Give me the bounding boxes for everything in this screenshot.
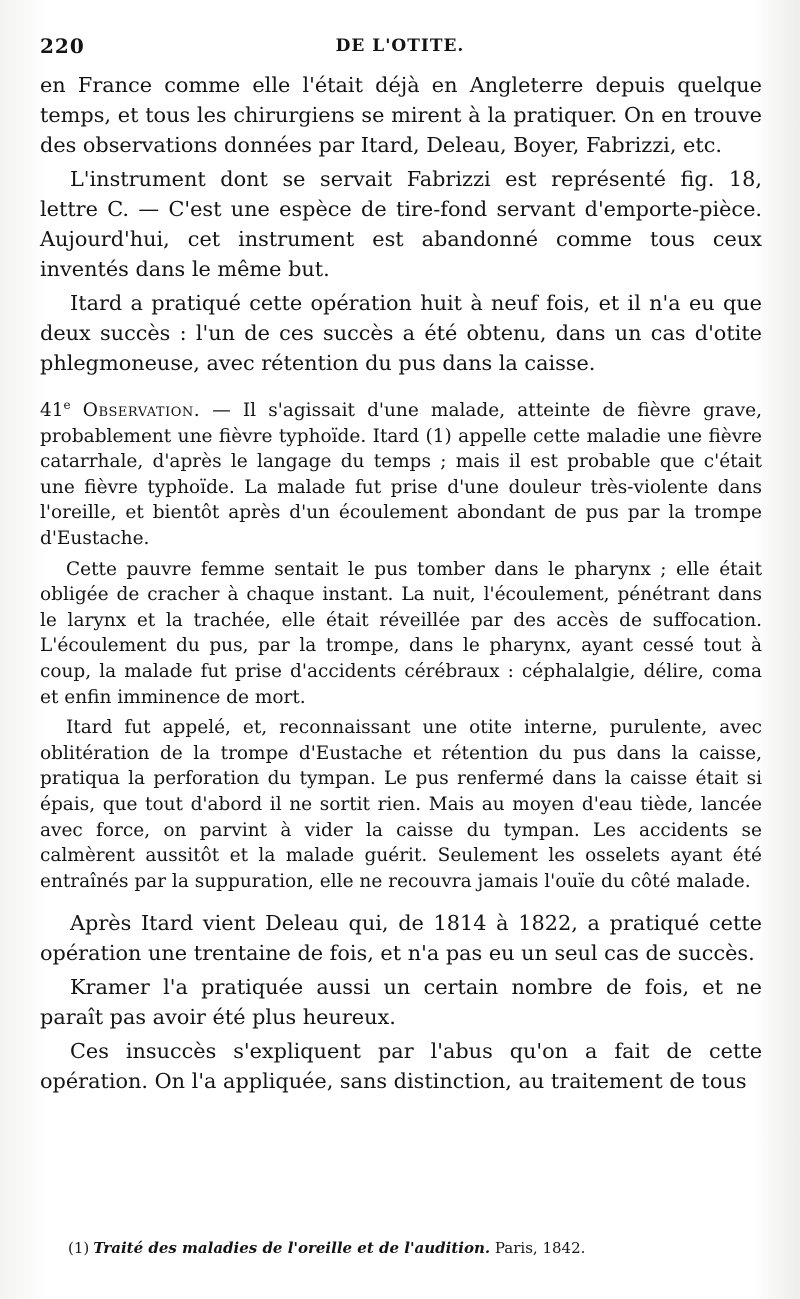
observation-number: 41e xyxy=(40,397,71,421)
observation-text: — Il s'agissait d'une malade, atteinte de fièvre grave, probablement une fièvre typhoïde. Itard (1) appelle cette maladie une fièvre catarrhale, d'après le langage du temps ; mais il est probable que c'était une fièvre typhoïde. La malade fut prise d'une douleur très-violente dans l'oreille, et bientôt après d'un écoulement abondant de pus par la trompe d'Eustache. xyxy=(40,400,762,549)
footnote-title: Traité des maladies de l'oreille et de l'audition. xyxy=(93,1239,491,1257)
paragraph: L'instrument dont se servait Fabrizzi est représenté fig. 18, lettre C. — C'est une espèce de tire-fond servant d'emporte-pièce. Aujourd'hui, cet instrument est abandonné comme tous ceux inventés dans le même but. xyxy=(40,167,762,281)
observation-block xyxy=(40,398,762,894)
page-number: 220 xyxy=(40,34,85,58)
running-title: DE L'OTITE. xyxy=(335,36,465,56)
footnote-source: Paris, 1842. xyxy=(490,1239,586,1257)
paragraph: Ces insuccès s'expliquent par l'abus qu'on a fait de cette opération. On l'a appliquée, sans distinction, au traitement de tous xyxy=(40,1039,762,1094)
paragraph: Kramer l'a pratiquée aussi un certain nombre de fois, et ne paraît pas avoir été plus heureux. xyxy=(40,975,762,1030)
paragraph: Après Itard vient Deleau qui, de 1814 à 1822, a pratiqué cette opération une trentaine de fois, et n'a pas eu un seul cas de succès. xyxy=(40,911,762,966)
footnote-mark: (1) xyxy=(68,1239,90,1257)
closing-paragraphs xyxy=(40,908,762,1096)
footnote xyxy=(68,1238,758,1258)
observation-paragraph: Cette pauvre femme sentait le pus tomber dans le pharynx ; elle était obligée de cracher à chaque instant. La nuit, l'écoulement, pénétrant dans le larynx et la trachée, elle était réveillée par des accès de suffocation. L'écoulement du pus, par la trompe, dans le pharynx, ayant cessé tout à coup, la malade fut prise d'accidents cérébraux : céphalalgie, délire, coma et enfin imminence de mort. xyxy=(40,558,762,708)
observation-label: Observation. xyxy=(82,400,201,421)
paragraph: en France comme elle l'était déjà en Angleterre depuis quelque temps, et tous les chirurgiens se mirent à la pratiquer. On en trouve des observations données par Itard, Deleau, Boyer, Fabrizzi, etc. xyxy=(40,73,762,157)
page-header xyxy=(40,30,760,60)
main-text xyxy=(40,70,762,1096)
paragraph: Itard a pratiqué cette opération huit à neuf fois, et il n'a eu que deux succès : l'un de ces succès a été obtenu, dans un cas d'otite phlegmoneuse, avec rétention du pus dans la caisse. xyxy=(40,291,762,375)
observation-paragraph: Itard fut appelé, et, reconnaissant une otite interne, purulente, avec oblitération de la trompe d'Eustache et rétention du pus dans la caisse, pratiqua la perforation du tympan. Le pus renfermé dans la caisse était si épais, que tout d'abord il ne sortit rien. Mais au moyen d'eau tiède, lancée avec force, on parvint à vider la caisse du tympan. Les accidents se calmèrent aussitôt et la malade guérit. Seulement les osselets ayant été entraînés par la suppuration, elle ne recouvra jamais l'ouïe du côté malade. xyxy=(40,717,762,892)
observation-paragraph xyxy=(40,398,762,552)
